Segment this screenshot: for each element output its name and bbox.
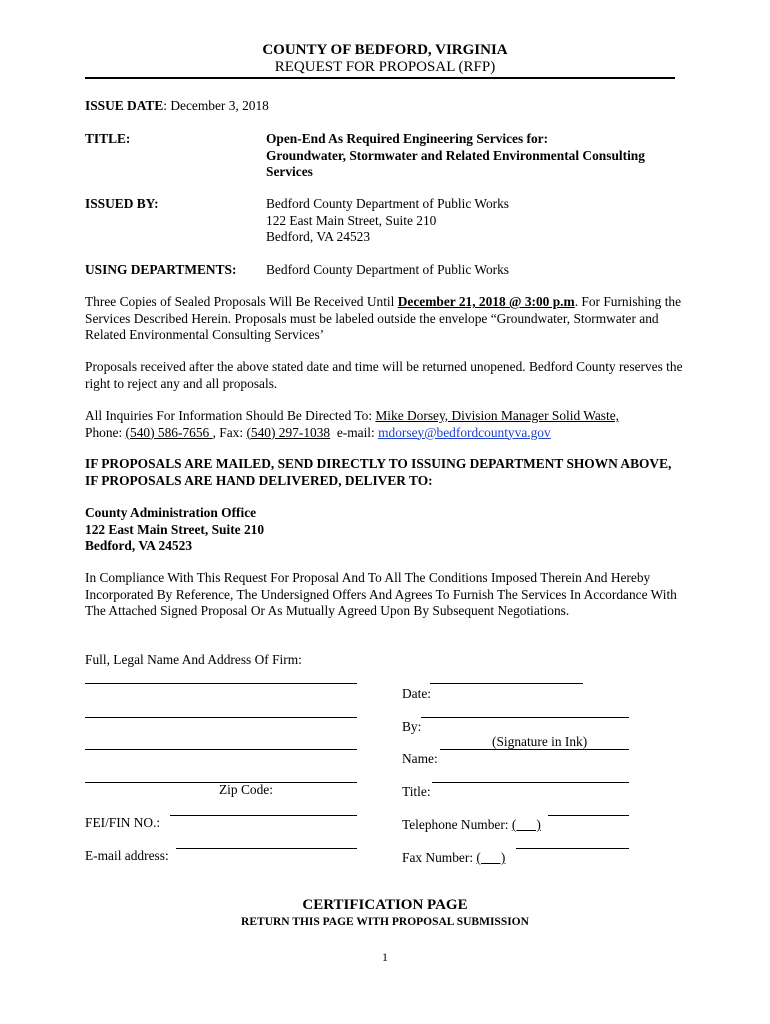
signature-note: (Signature in Ink) xyxy=(492,734,588,749)
email-field-label: E-mail address: xyxy=(85,848,173,863)
inquiries-pre: All Inquiries For Information Should Be Directed To: xyxy=(85,408,376,423)
fein-label: FEI/FIN NO.: xyxy=(85,815,161,830)
title-line: Open-End As Required Engineering Services for: xyxy=(266,131,549,146)
page-number: 1 xyxy=(382,950,388,964)
certification-subtitle: RETURN THIS PAGE WITH PROPOSAL SUBMISSION xyxy=(241,916,529,928)
document-county-heading: COUNTY OF BEDFORD, VIRGINIA xyxy=(262,42,508,58)
late-proposals-paragraph: Proposals received after the above stated date and time will be returned unopened. Bedford County reserves the right to reject any and all proposals. xyxy=(85,359,683,391)
title-label: TITLE: xyxy=(85,131,131,146)
telephone-label: Telephone Number: xyxy=(402,817,512,832)
fax-area-code[interactable]: ( ) xyxy=(476,850,506,865)
issued-by-line: Bedford County Department of Public Works xyxy=(266,196,510,211)
document-rfp-heading: REQUEST FOR PROPOSAL (RFP) xyxy=(274,59,496,75)
title-line: Groundwater, Stormwater and Related Environmental Consulting xyxy=(266,147,645,163)
deadline: December 21, 2018 @ 3:00 p.m xyxy=(397,294,575,309)
para1-post: . For Furnishing the Services Described Herein. Proposals must be labeled outside the envelope “Groundwater, Stormwater and Related Environmental Consulting Services’ xyxy=(85,294,682,342)
fax-field-label: Fax Number: xyxy=(402,850,477,865)
email-label: e-mail: xyxy=(330,424,379,440)
title-line: Services xyxy=(266,164,313,179)
issue-date-line xyxy=(85,98,269,115)
title-field-line[interactable] xyxy=(432,782,629,783)
name-label: Name: xyxy=(402,751,438,766)
fax-field xyxy=(402,850,505,867)
date-label: Date: xyxy=(402,686,431,701)
phone-number: (540) 586-7656 xyxy=(125,424,213,440)
certification-title: CERTIFICATION PAGE xyxy=(302,897,468,913)
zip-code-label: Zip Code: xyxy=(219,782,273,797)
address-line: Bedford, VA 24523 xyxy=(85,538,193,553)
firm-label: Full, Legal Name And Address Of Firm: xyxy=(85,652,302,667)
issued-by-line: 122 East Main Street, Suite 210 xyxy=(266,212,437,228)
date-line[interactable] xyxy=(430,683,583,684)
address-line: County Administration Office xyxy=(85,505,257,520)
using-departments-label: USING DEPARTMENTS: xyxy=(85,262,237,277)
fax-number: (540) 297-1038 xyxy=(246,424,331,440)
address-line: 122 East Main Street, Suite 210 xyxy=(85,521,265,537)
compliance-paragraph: In Compliance With This Request For Proposal And To All The Conditions Imposed Therein And Hereby Incorporated By Reference, The Undersigned Offers And Agrees To Furnish The Services In Accordance With The Attached Signed Proposal Or As Mutually Agreed Upon By Subsequent Negotiations. xyxy=(85,570,677,618)
sealed-proposals-paragraph xyxy=(85,294,685,344)
email-link[interactable]: mdorsey@bedfordcountyva.gov xyxy=(378,424,551,440)
mailed-notice: IF PROPOSALS ARE MAILED, SEND DIRECTLY TO ISSUING DEPARTMENT SHOWN ABOVE, IF PROPOSALS ARE HAND DELIVERED, DELIVER TO: xyxy=(85,456,672,488)
fein-line[interactable] xyxy=(170,815,357,816)
fax-line[interactable] xyxy=(516,848,629,849)
para1-pre: Three Copies of Sealed Proposals Will Be Received Until xyxy=(85,294,398,309)
issue-date-value: December 3, 2018 xyxy=(170,98,269,113)
issued-by-value xyxy=(266,196,686,246)
delivery-address xyxy=(85,505,685,555)
using-departments-value: Bedford County Department of Public Works xyxy=(266,262,510,277)
by-label: By: xyxy=(402,719,422,734)
issue-date-colon: : xyxy=(163,98,171,113)
email-line[interactable] xyxy=(176,848,357,849)
telephone-field xyxy=(402,817,541,834)
header-rule xyxy=(85,77,675,79)
title-field-label: Title: xyxy=(402,784,431,799)
title-value xyxy=(266,131,686,181)
issued-by-line: Bedford, VA 24523 xyxy=(266,229,371,244)
issue-date-label: ISSUE DATE xyxy=(85,98,164,113)
telephone-line[interactable] xyxy=(548,815,629,816)
firm-name-line-1[interactable] xyxy=(85,683,357,684)
fax-label: , Fax: xyxy=(212,424,247,440)
telephone-area-code[interactable]: ( ) xyxy=(511,817,541,832)
phone-label: Phone: xyxy=(85,424,126,440)
zip-code-line[interactable] xyxy=(85,782,357,783)
issued-by-label: ISSUED BY: xyxy=(85,196,159,211)
contact-name: Mike Dorsey, Division Manager Solid Waste, xyxy=(375,408,620,423)
firm-address-line[interactable] xyxy=(85,749,357,750)
inquiries-paragraph xyxy=(85,408,685,441)
name-line[interactable] xyxy=(440,749,629,750)
signature-line[interactable] xyxy=(421,717,629,718)
firm-name-line-2[interactable] xyxy=(85,717,357,718)
